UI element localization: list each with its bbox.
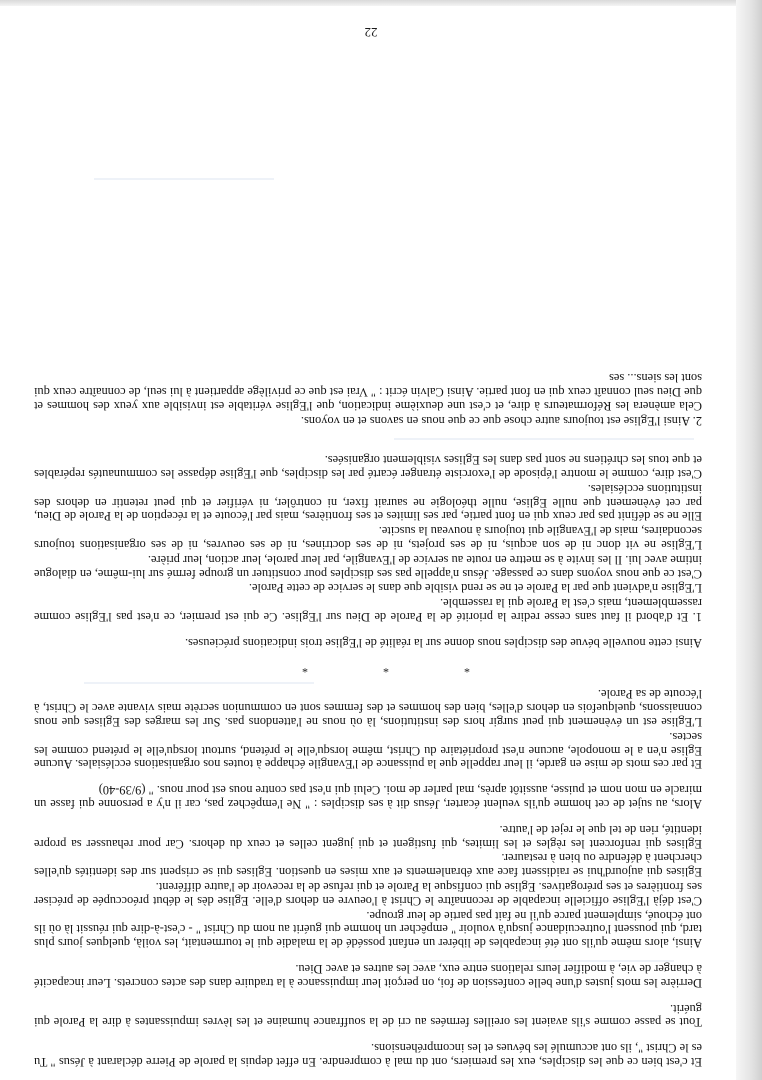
body-text bbox=[34, 369, 702, 1068]
paragraph: Derrière les mots justes d'une belle confession de foi, on perçoit leur impuissance à la traduire dans des actes concrets. Leur incapacité à changer de vie, à modifier leurs relations entre eux, avec les autres et avec Dieu. bbox=[34, 962, 702, 990]
paragraph: C'est dire, comme le montre l'épisode de l'exorciste étranger écarté par les disciples, que l'Eglise dépasse les communautés repérables et que tous les chrétiens ne sont pas dans les Eglises visiblement organisées. bbox=[34, 453, 702, 482]
paragraph: Eglises qui renforcent les règles et les limites, qui fustigent et qui jugent celles et ceux du dehors. Car pour rehausser sa propre identité, rien de tel que le rejet de l'autre. bbox=[34, 822, 702, 851]
paragraph: Et c'est bien ce que les disciples, eux les premiers, ont du mal à comprendre. En effet depuis la parole de Pierre déclarant à Jésus " Tu es le Christ ", ils ont accumulé les bévues et les incompréhensions. bbox=[34, 1041, 702, 1069]
paragraph: C'est déjà l'Eglise officielle incapable de reconnaître le Christ à l'oeuvre en dehors d'elle. Eglise dès le début préoccupée de préciser ses frontières et ses prérogatives. Eglise qui confisque la Parole et qui refuse de la recevoir de l'autre différent. bbox=[34, 880, 702, 908]
paragraph: Alors, au sujet de cet homme qu'ils veulent écarter, Jésus dit à ses disciples : " Ne l'empêchez pas, car il n'y a personne qui fasse un miracle en mon nom et puisse, aussitôt après, mal parler de moi. Celui qui n'est pas contre nous est pour nous. " (9/39-40) bbox=[34, 783, 702, 812]
show-through-mark bbox=[94, 178, 274, 180]
paragraph: L'Eglise n'advient que par la Parole et ne se rend visible que dans le service de cette Parole. bbox=[248, 581, 702, 596]
paragraph: Ainsi cette nouvelle bévue des disciples nous donne sur la réalité de l'Eglise trois indications précieuses. bbox=[185, 635, 702, 650]
paragraph: Eglises qui aujourd'hui se raidissent face aux ébranlements et aux mises en question. Eglises qui se crispent sur des identités qu'elles cherchent à défendre ou bien à restaurer. bbox=[34, 851, 702, 880]
paragraph: Et par ces mots de mise en garde, il leur rappelle que la puissance de l'Evangile échappe à toutes nos organisations ecclésiales. Aucune Eglise n'en a le monopole, aucune n'est propriétaire du Christ, même lorsqu'elle le prétend, surtout lorsqu'elle le prétend comme les sectes. bbox=[34, 729, 702, 772]
stacked-pages-edge bbox=[736, 0, 762, 1080]
paragraph: 1. Et d'abord il faut sans cesse redire la priorité de la Parole de Dieu sur l'Eglise. Ce qui est premier, ce n'est pas l'Eglise comme rassemblement, mais c'est la Parole qui la rassemble. bbox=[34, 596, 702, 625]
paragraph: L'Eglise est un évènement qui peut surgir hors des institutions, là où nous ne l'attendons pas. Sur les marges des Eglises que nous connaissons, quelquefois en dehors d'elles, bien des hommes et des femmes sont en communion secrète mais vivante avec le Christ, à l'écoute de sa Parole. bbox=[34, 687, 702, 730]
document-page-upside-down bbox=[8, 0, 734, 1080]
paragraph: Elle ne se définit pas par ceux qui en font partie, par ses limites et ses frontières, mais par l'écoute et la réception de la Parole de Dieu, par cet évènement que nulle Eglise, nulle théologie ne saurait fixer, ni contrôler, ni vérifier et qui peut retentir en dehors des institutions ecclésiales. bbox=[34, 481, 702, 524]
section-separator: * * * bbox=[266, 661, 470, 676]
paragraph: C'est ce que nous voyons dans ce passage. Jésus n'appelle pas ses disciples pour constituer un groupe fermé sur lui-même, en dialogue intime avec lui. Il les invite à se mettre en route au service de l'Evangile, par leur parole, leur action, leur prière. bbox=[34, 552, 702, 581]
paragraph: Ainsi, alors même qu'ils ont été incapables de libérer un enfant possédé de la maladie qui le tourmentait, les voilà, quelques jours plus tard, qui poussent l'outrecuidance jusqu'à vouloir " empêcher un homme qui guérit au nom du Christ " - c'est-à-dire qui réussit là où ils ont échoué, simplement parce qu'il ne fait pas partie de leur groupe. bbox=[34, 908, 702, 951]
paragraph: Cela amènera les Réformateurs à dire, et c'est une deuxième indication, que l'Eglise véritable est invisible aux yeux des hommes et que Dieu seul connaît ceux qui en font partie. Ainsi Calvin écrit : " Vrai est que ce privilège appartient à lui seul, de connaître ceux qui sont les siens... ses bbox=[34, 371, 702, 413]
page-number: 22 bbox=[364, 25, 378, 40]
paragraph: 2. Ainsi l'Eglise est toujours autre chose que ce que nous en savons et en voyons. bbox=[300, 413, 702, 428]
paragraph: Tout se passe comme s'ils avaient les oreilles fermées au cri de la souffrance humaine et les lèvres impuissantes à dire la Parole qui guérit. bbox=[34, 1001, 702, 1030]
paragraph: L'Eglise ne vit donc ni de son acquis, ni de ses projets, ni de ses doctrines, ni de ses oeuvres, ni de ses organisations toujours secondaires, mais de l'Evangile qui toujours à nouveau la suscite. bbox=[34, 524, 702, 553]
